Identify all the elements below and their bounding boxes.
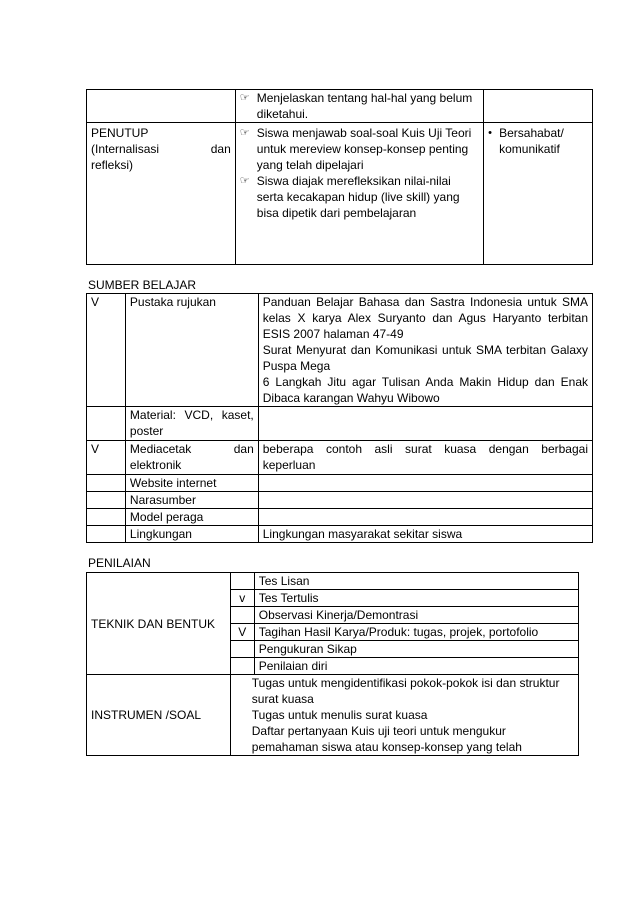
activity-bullet: ☞ Menjelaskan tentang hal-hal yang belum diketahui. (239, 91, 473, 121)
section-heading: SUMBER BELAJAR (88, 278, 197, 292)
instrument-label: INSTRUMEN /SOAL (87, 675, 231, 756)
empty-cell (87, 90, 236, 123)
instrument-item: Tugas untuk menulis surat kuasa (251, 708, 428, 722)
table-row: V Tagihan Hasil Karya/Produk: tugas, projek, portofolio (87, 624, 579, 641)
learning-resources-table (86, 293, 593, 543)
instrument-item: Tugas untuk mengidentifikasi pokok-pokok isi dan struktur surat kuasa (251, 676, 560, 706)
assessment-table (86, 572, 579, 756)
phase-title: PENUTUP (91, 126, 149, 140)
phase-cell: PENUTUP (Internalisasi dan refleksi) (87, 123, 236, 265)
table-row (87, 675, 579, 756)
empty-cell (484, 90, 593, 123)
table-row: Lingkungan Lingkungan masyarakat sekitar siswa (87, 526, 593, 543)
round-bullet-icon: • (488, 127, 492, 139)
activity-bullet: ☞ Siswa menjawab soal-soal Kuis Uji Teori untuk mereview konsep-konsep penting yang telah dipelajari (239, 126, 472, 172)
pointing-hand-icon: ☞ (239, 92, 250, 104)
table-row: Penilaian diri (87, 658, 579, 675)
character-value: • Bersahabat/ komunikatif (488, 126, 564, 156)
table-row: v Tes Tertulis (87, 590, 579, 607)
pointing-hand-icon: ☞ (239, 127, 250, 139)
table-row: Pengukuran Sikap (87, 641, 579, 658)
table-row: V Pustaka rujukan Panduan Belajar Bahasa dan Sastra Indonesia untuk SMA kelas X karya Alex Suryanto dan Agus Haryanto terbitan ESIS 2007 halaman 47-49 Surat Menyurat dan Komunikasi untuk SMA terbitan Galaxy Puspa Mega 6 Langkah Jitu agar Tulisan Anda Makin Hidup dan Enak Dibaca karangan Wahyu Wibowo (87, 294, 593, 407)
closing-activity-table (86, 89, 593, 265)
table-row: TEKNIK DAN BENTUK Tes Lisan (87, 573, 579, 590)
table-row: Material: VCD, kaset, poster (87, 407, 593, 441)
table-row: V Mediacetak dan elektronik beberapa contoh asli surat kuasa dengan berbagai keperluan (87, 441, 593, 475)
table-row: Model peraga (87, 509, 593, 526)
instrument-item: Daftar pertanyaan Kuis uji teori untuk mengukur pemahaman siswa atau konsep-konsep yang telah (251, 724, 522, 754)
activity-bullet: ☞ Siswa diajak merefleksikan nilai-nilai serta kecakapan hidup (live skill) yang bisa dipetik dari pembelajaran (239, 174, 460, 220)
table-row: Observasi Kinerja/Demontrasi (87, 607, 579, 624)
section-heading: PENILAIAN (88, 556, 151, 570)
table-row: Website internet (87, 475, 593, 492)
technique-label: TEKNIK DAN BENTUK (87, 573, 231, 675)
table-row: Narasumber (87, 492, 593, 509)
pointing-hand-icon: ☞ (239, 175, 250, 187)
